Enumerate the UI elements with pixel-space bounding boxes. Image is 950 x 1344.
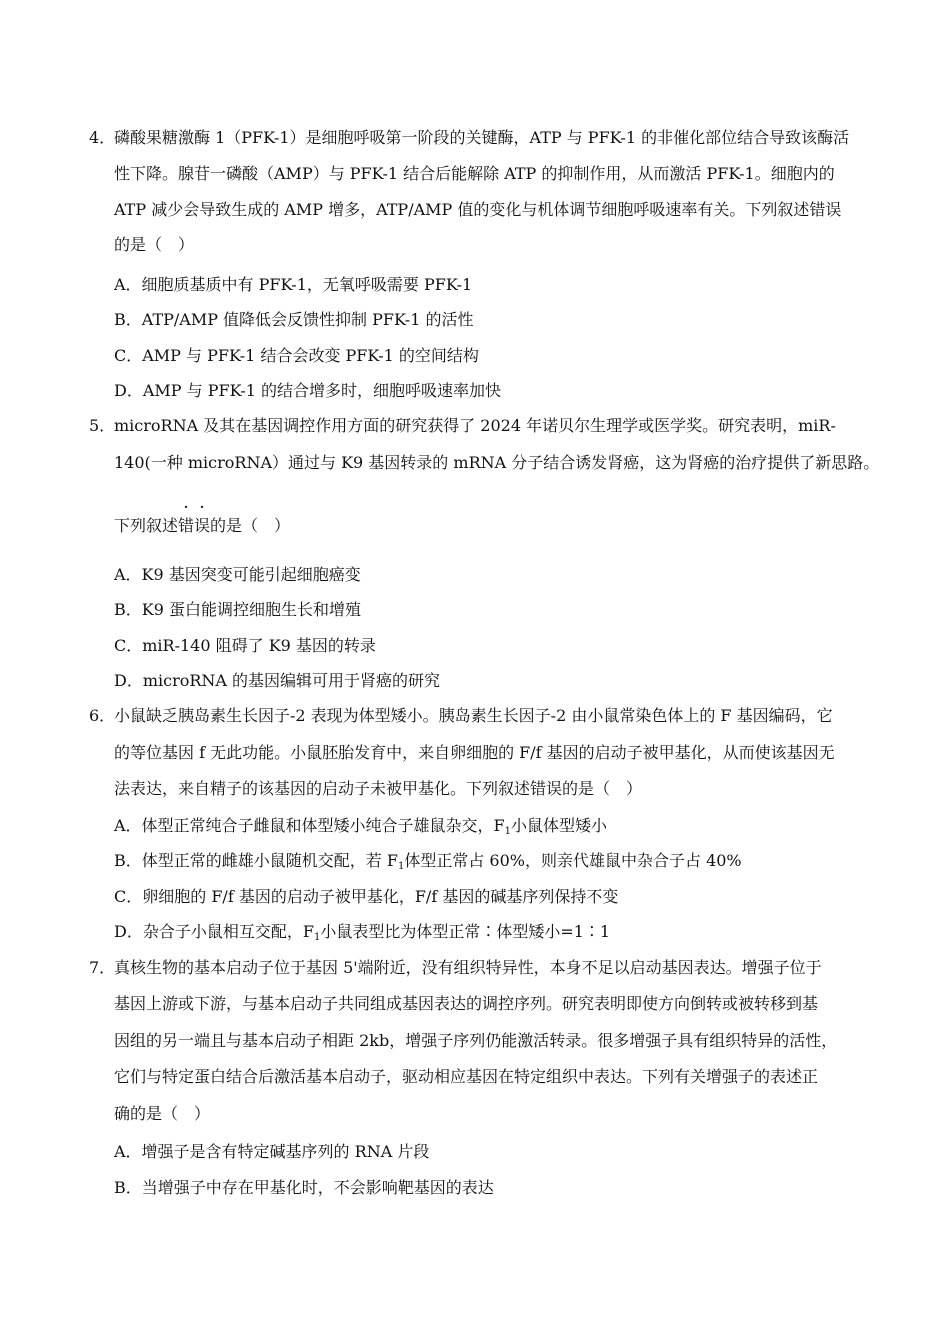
q7-stem-line-1: 7．真核生物的基本启动子位于基因 5'端附近，没有组织特异性，本身不足以启动基因表达。增强子位于 [89, 958, 822, 977]
emphasis-dot-char: 错 [178, 516, 195, 535]
q4-stem-line-4: 的是（ ） [114, 235, 195, 254]
q6-stem-line-3: 法表达，来自精子的该基因的启动子未被甲基化。下列叙述错误的是（ ） [114, 779, 643, 798]
q6-number: 6． [89, 706, 116, 725]
q6-option-a: A．体型正常纯合子雌鼠和体型矮小纯合子雄鼠杂交，$F_1$小鼠体型矮小 [114, 816, 608, 837]
q5-option-d: D．microRNA 的基因编辑可用于肾癌的研究 [114, 671, 441, 690]
q6-option-b: B．体型正常的雌雄小鼠随机交配，若 $F_1$体型正常占 60%，则亲代雄鼠中杂合子占 40% [114, 851, 742, 872]
q7-option-a: A．增强子是含有特定碱基序列的 RNA 片段 [114, 1142, 430, 1161]
q6-stem-line-2: 的等位基因 f 无此功能。小鼠胚胎发育中，来自卵细胞的 F/f 基因的启动子被甲基化，从而使该基因无 [114, 743, 835, 762]
q7-option-b: B．当增强子中存在甲基化时，不会影响靶基因的表达 [114, 1178, 494, 1197]
q7-stem-line-5: 确的是（ ） [114, 1104, 211, 1123]
q4-option-a: A．细胞质基质中有 PFK-1，无氧呼吸需要 PFK-1 [114, 275, 473, 294]
q5-option-c: C．miR-140 阻碍了 K9 基因的转录 [114, 636, 376, 655]
q6-option-c: C．卵细胞的 F/f 基因的启动子被甲基化，F/f 基因的碱基序列保持不变 [114, 887, 619, 906]
q6-stem-line-1: 6．小鼠缺乏胰岛素生长因子-2 表现为体型矮小。胰岛素生长因子-2 由小鼠常染色体上的 F 基因编码，它 [89, 706, 833, 725]
q5-number: 5． [89, 416, 116, 435]
q7-stem-line-2: 基因上游或下游，与基本启动子共同组成基因表达的调控序列。研究表明即使方向倒转或被转移到基 [114, 994, 819, 1013]
q7-stem-line-4: 它们与特定蛋白结合后激活基本启动子，驱动相应基因在特定组织中表达。下列有关增强子的表述正 [114, 1067, 819, 1086]
q5-option-a: A．K9 基因突变可能引起细胞癌变 [114, 565, 361, 584]
q4-number: 4． [89, 128, 116, 147]
q4-option-c: C．AMP 与 PFK-1 结合会改变 PFK-1 的空间结构 [114, 346, 479, 365]
q5-stem-line-1: 5．microRNA 及其在基因调控作用方面的研究获得了 2024 年诺贝尔生理学或医学奖。研究表明，miR- [89, 416, 836, 435]
q7-number: 7． [89, 958, 116, 977]
q5-stem-line-3: 下列叙述错误的是（ ） [114, 516, 291, 535]
q4-stem-line-2: 性下降。腺苷一磷酸（AMP）与 PFK-1 结合后能解除 ATP 的抑制作用，从而激活 PFK-1。细胞内的 [114, 164, 835, 183]
q6-option-d: D．杂合子小鼠相互交配，$F_1$小鼠表型比为体型正常∶体型矮小=1∶1 [114, 922, 611, 943]
q4-stem-line-3: ATP 减少会导致生成的 AMP 增多，ATP/AMP 值的变化与机体调节细胞呼吸速率有关。下列叙述错误 [114, 200, 842, 219]
q5-stem-line-2: 140(一种 microRNA）通过与 K9 基因转录的 mRNA 分子结合诱发肾癌，这为肾癌的治疗提供了新思路。 [114, 453, 880, 472]
q7-stem-line-3: 因组的另一端且与基本启动子相距 2kb，增强子序列仍能激活转录。很多增强子具有组织特异的活性， [114, 1031, 838, 1050]
q5-option-b: B．K9 蛋白能调控细胞生长和增殖 [114, 600, 361, 619]
q4-stem-line-1: 4．磷酸果糖激酶 1（PFK-1）是细胞呼吸第一阶段的关键酶，ATP 与 PFK-1 的非催化部位结合导致该酶活 [89, 128, 850, 147]
q4-option-d: D．AMP 与 PFK-1 的结合增多时，细胞呼吸速率加快 [114, 381, 502, 400]
emphasis-dot-char: 误 [194, 516, 211, 535]
q4-option-b: B．ATP/AMP 值降低会反馈性抑制 PFK-1 的活性 [114, 310, 474, 329]
